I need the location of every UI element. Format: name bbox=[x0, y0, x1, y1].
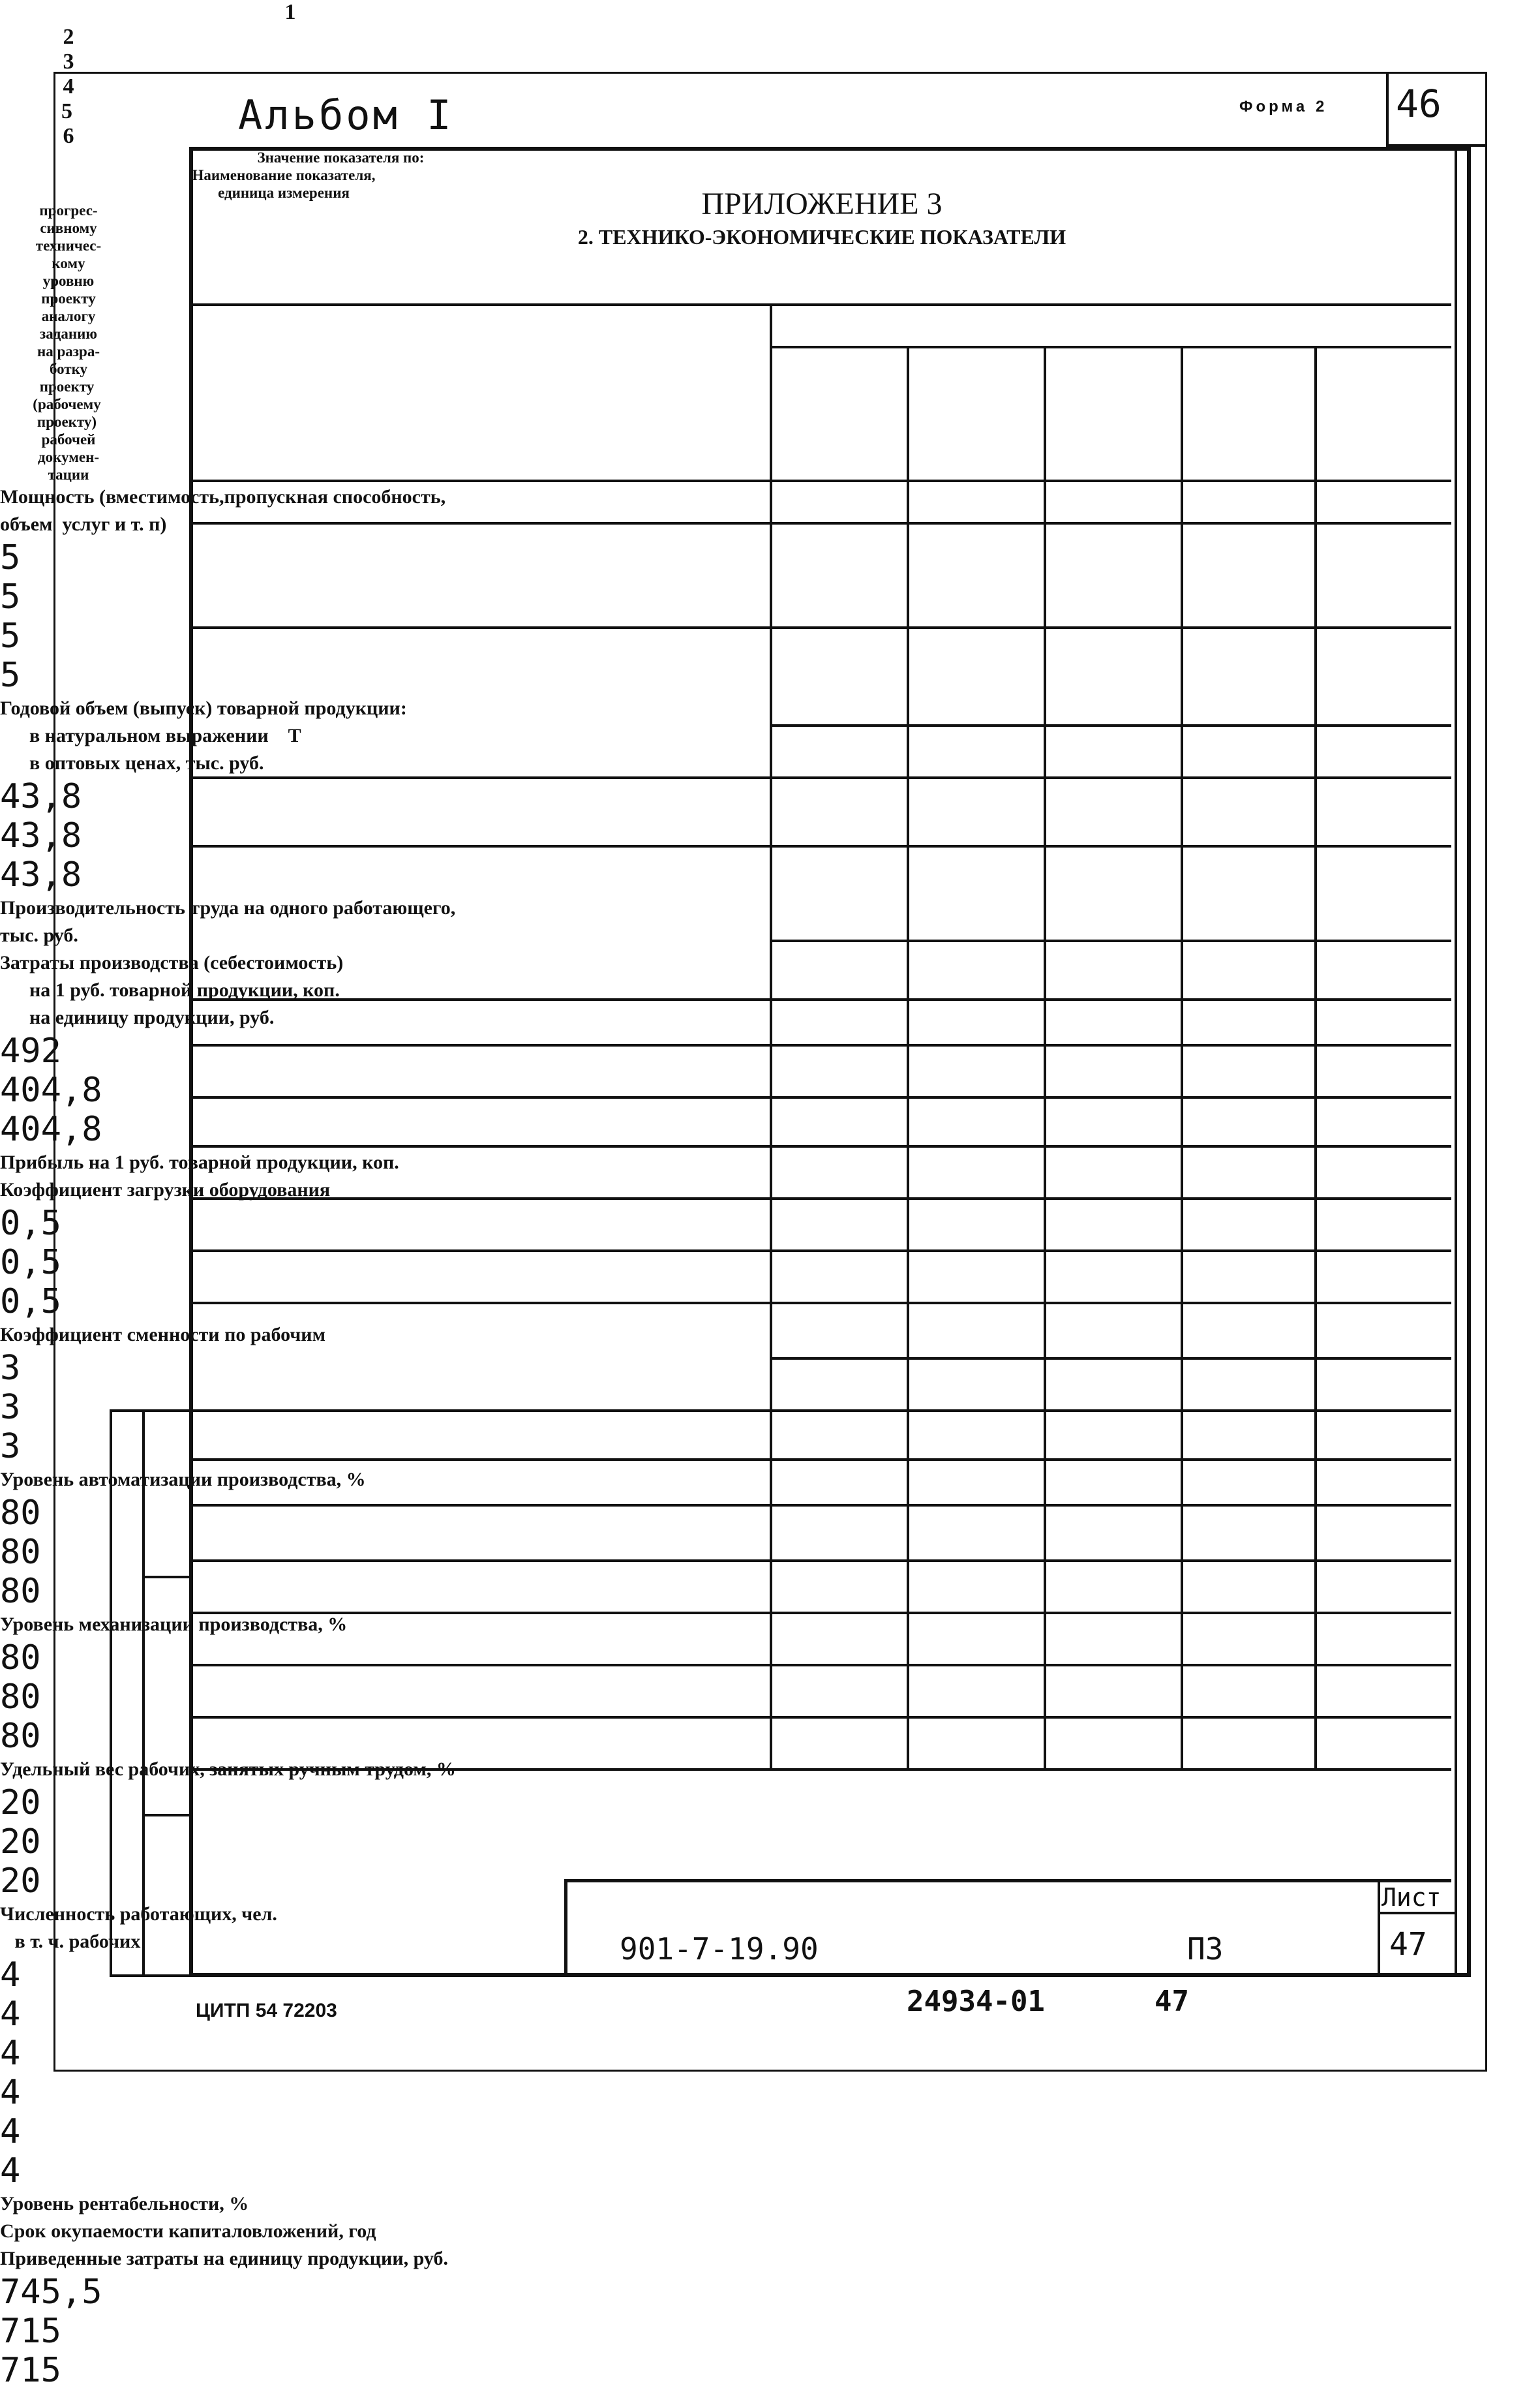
indicator-name: Годовой объем (выпуск) товарной продукции: bbox=[0, 697, 407, 719]
column-header: проекту) bbox=[37, 414, 97, 430]
column-header: тации bbox=[48, 467, 89, 483]
indicator-value: 4 bbox=[0, 2073, 21, 2112]
indicator-name: в натуральном выражении Т bbox=[0, 725, 301, 746]
column-header: аналогу bbox=[41, 308, 96, 324]
page-number-top: 46 bbox=[1396, 82, 1442, 126]
table-rule bbox=[189, 998, 1451, 1001]
indicator-value: 4 bbox=[0, 2034, 21, 2073]
indicator-name: Производительность труда на одного работающего, bbox=[0, 897, 456, 919]
indicator-name: Уровень рентабельности, % bbox=[0, 2193, 249, 2214]
column-header: ботку bbox=[49, 361, 88, 377]
binding-strip-divider bbox=[142, 1409, 145, 1977]
binding-strip-line bbox=[142, 1576, 189, 1578]
indicator-value: 80 bbox=[0, 1638, 41, 1678]
indicator-value: 0,5 bbox=[0, 1243, 61, 1282]
table-rule bbox=[189, 1716, 1451, 1719]
table-rule bbox=[189, 1197, 1451, 1200]
indicator-name: Уровень автоматизации производства, % bbox=[0, 1469, 366, 1490]
table-rule bbox=[189, 776, 1451, 779]
column-number: 4 bbox=[63, 74, 74, 99]
indicator-value: 5 bbox=[0, 577, 21, 617]
indicator-value: 4 bbox=[0, 2112, 21, 2151]
column-number: 2 bbox=[63, 25, 74, 49]
section-title: 2. ТЕХНИКО-ЭКОНОМИЧЕСКИЕ ПОКАЗАТЕЛИ bbox=[577, 225, 1066, 249]
indicator-name: на 1 руб. товарной продукции, коп. bbox=[0, 979, 340, 1001]
name-header: Наименование показателя, bbox=[192, 167, 376, 183]
indicator-value: 404,8 bbox=[0, 1071, 102, 1110]
stamp-divider bbox=[1378, 1912, 1455, 1914]
footer-page-number: 47 bbox=[1155, 1985, 1189, 2018]
column-header: рабочей bbox=[41, 431, 96, 448]
column-header: (рабочему bbox=[33, 396, 101, 412]
indicator-value: 80 bbox=[0, 1494, 41, 1533]
indicator-name: в т. ч. рабочих bbox=[0, 1931, 141, 1952]
column-header: техничес- bbox=[35, 237, 102, 254]
indicator-value: 4 bbox=[0, 1955, 21, 1995]
indicator-value: 5 bbox=[0, 617, 21, 656]
order-number: 24934-01 bbox=[907, 1985, 1045, 2018]
column-header: проекту bbox=[41, 290, 96, 307]
indicator-name: Уровень механизации производства, % bbox=[0, 1614, 348, 1635]
indicator-name: Приведенные затраты на единицу продукции, руб. bbox=[0, 2248, 449, 2269]
table-rule bbox=[770, 346, 1451, 348]
table-rule bbox=[189, 1409, 1451, 1412]
indicator-value: 715 bbox=[0, 2351, 61, 2390]
column-number: 1 bbox=[284, 0, 296, 24]
column-header: на разра- bbox=[37, 343, 100, 360]
frame-right-double bbox=[1455, 147, 1457, 1977]
indicator-value: 0,5 bbox=[0, 1204, 61, 1243]
indicator-value: 80 bbox=[0, 1717, 41, 1756]
indicator-name: Удельный вес рабочих, занятых ручным трудом, % bbox=[0, 1758, 456, 1780]
table-rule bbox=[907, 346, 909, 1768]
indicator-value: 745,5 bbox=[0, 2273, 102, 2312]
table-rule bbox=[189, 1302, 1451, 1304]
printer-code: ЦИТП 54 72203 bbox=[196, 2000, 337, 2021]
table-rule bbox=[189, 303, 1451, 306]
indicator-value: 404,8 bbox=[0, 1110, 102, 1149]
table-rule bbox=[189, 480, 1451, 482]
table-rule bbox=[770, 940, 1451, 942]
column-number: 6 bbox=[63, 124, 74, 148]
indicator-value: 20 bbox=[0, 1822, 41, 1861]
column-header: заданию bbox=[40, 326, 97, 342]
indicator-value: 3 bbox=[0, 1388, 21, 1427]
binding-strip bbox=[110, 1409, 189, 1977]
table-rule bbox=[770, 303, 772, 1768]
column-header: сивному bbox=[40, 220, 97, 236]
indicator-value: 20 bbox=[0, 1861, 41, 1901]
document-code: 901-7-19.90 bbox=[620, 1931, 819, 1967]
indicator-name: Мощность (вместимость,пропускная способность, bbox=[0, 486, 446, 508]
sheet-number: 47 bbox=[1389, 1926, 1427, 1963]
table-rule bbox=[189, 1249, 1451, 1252]
indicator-name: Прибыль на 1 руб. товарной продукции, коп. bbox=[0, 1152, 399, 1173]
indicator-value: 80 bbox=[0, 1533, 41, 1572]
column-header: проекту bbox=[39, 378, 95, 395]
table-rule bbox=[189, 1504, 1451, 1507]
table-rule bbox=[189, 1096, 1451, 1099]
indicator-value: 4 bbox=[0, 1995, 21, 2034]
document-section: П3 bbox=[1187, 1931, 1224, 1967]
table-rule bbox=[189, 1044, 1451, 1047]
name-header: единица измерения bbox=[218, 185, 350, 201]
column-header: кому bbox=[52, 255, 85, 271]
indicator-value: 43,8 bbox=[0, 816, 82, 855]
indicator-name: Коэффициент сменности по рабочим bbox=[0, 1324, 326, 1345]
table-rule bbox=[189, 1458, 1451, 1461]
indicator-name: Численность работающих, чел. bbox=[0, 1903, 277, 1925]
indicator-name: на единицу продукции, руб. bbox=[0, 1007, 275, 1028]
table-rule bbox=[1314, 346, 1317, 1768]
main-frame bbox=[189, 147, 1471, 1977]
indicator-value: 80 bbox=[0, 1572, 41, 1611]
indicator-value: 20 bbox=[0, 1783, 41, 1822]
table-rule bbox=[189, 1145, 1451, 1148]
column-header: уровню bbox=[42, 273, 95, 289]
indicator-name: объем услуг и т. п) bbox=[0, 513, 167, 535]
indicator-value: 43,8 bbox=[0, 855, 82, 895]
indicator-value: 3 bbox=[0, 1427, 21, 1466]
table-rule bbox=[189, 845, 1451, 848]
indicator-value: 5 bbox=[0, 656, 21, 695]
indicator-name: в оптовых ценах, тыс. руб. bbox=[0, 752, 264, 774]
indicator-name: тыс. руб. bbox=[0, 925, 78, 946]
table-rule bbox=[189, 1612, 1451, 1614]
group-header: Значение показателя по: bbox=[257, 149, 425, 166]
album-label: Альбом I bbox=[238, 91, 454, 139]
sheet-label: Лист bbox=[1381, 1883, 1442, 1912]
indicator-value: 5 bbox=[0, 538, 21, 577]
binding-strip-line bbox=[142, 1814, 189, 1816]
table-rule bbox=[189, 626, 1451, 629]
indicator-name: Коэффициент загрузки оборудования bbox=[0, 1179, 331, 1201]
column-number: 5 bbox=[61, 99, 72, 123]
indicator-value: 80 bbox=[0, 1678, 41, 1717]
stamp-divider bbox=[1378, 1879, 1380, 1977]
table-rule bbox=[189, 1559, 1451, 1562]
table-rule bbox=[770, 1357, 1451, 1360]
table-rule bbox=[1044, 346, 1046, 1768]
indicator-value: 3 bbox=[0, 1349, 21, 1388]
indicator-value: 0,5 bbox=[0, 1282, 61, 1321]
table-rule bbox=[189, 522, 1451, 525]
indicator-name: Срок окупаемости капиталовложений, год bbox=[0, 2220, 376, 2242]
table-rule bbox=[770, 724, 1451, 727]
table-rule bbox=[1181, 346, 1183, 1768]
form-label: Форма 2 bbox=[1239, 98, 1328, 115]
table-rule bbox=[189, 1664, 1451, 1666]
column-header: докумен- bbox=[37, 449, 100, 465]
indicator-value: 715 bbox=[0, 2312, 61, 2351]
appendix-title: ПРИЛОЖЕНИЕ 3 bbox=[701, 187, 943, 221]
indicator-name: Затраты производства (себестоимость) bbox=[0, 952, 344, 973]
indicator-value: 4 bbox=[0, 2151, 21, 2190]
indicator-value: 43,8 bbox=[0, 777, 82, 816]
indicator-value: 492 bbox=[0, 1032, 61, 1071]
column-number: 3 bbox=[63, 50, 74, 74]
column-header: прогрес- bbox=[39, 202, 98, 219]
table-rule bbox=[189, 1768, 1451, 1771]
